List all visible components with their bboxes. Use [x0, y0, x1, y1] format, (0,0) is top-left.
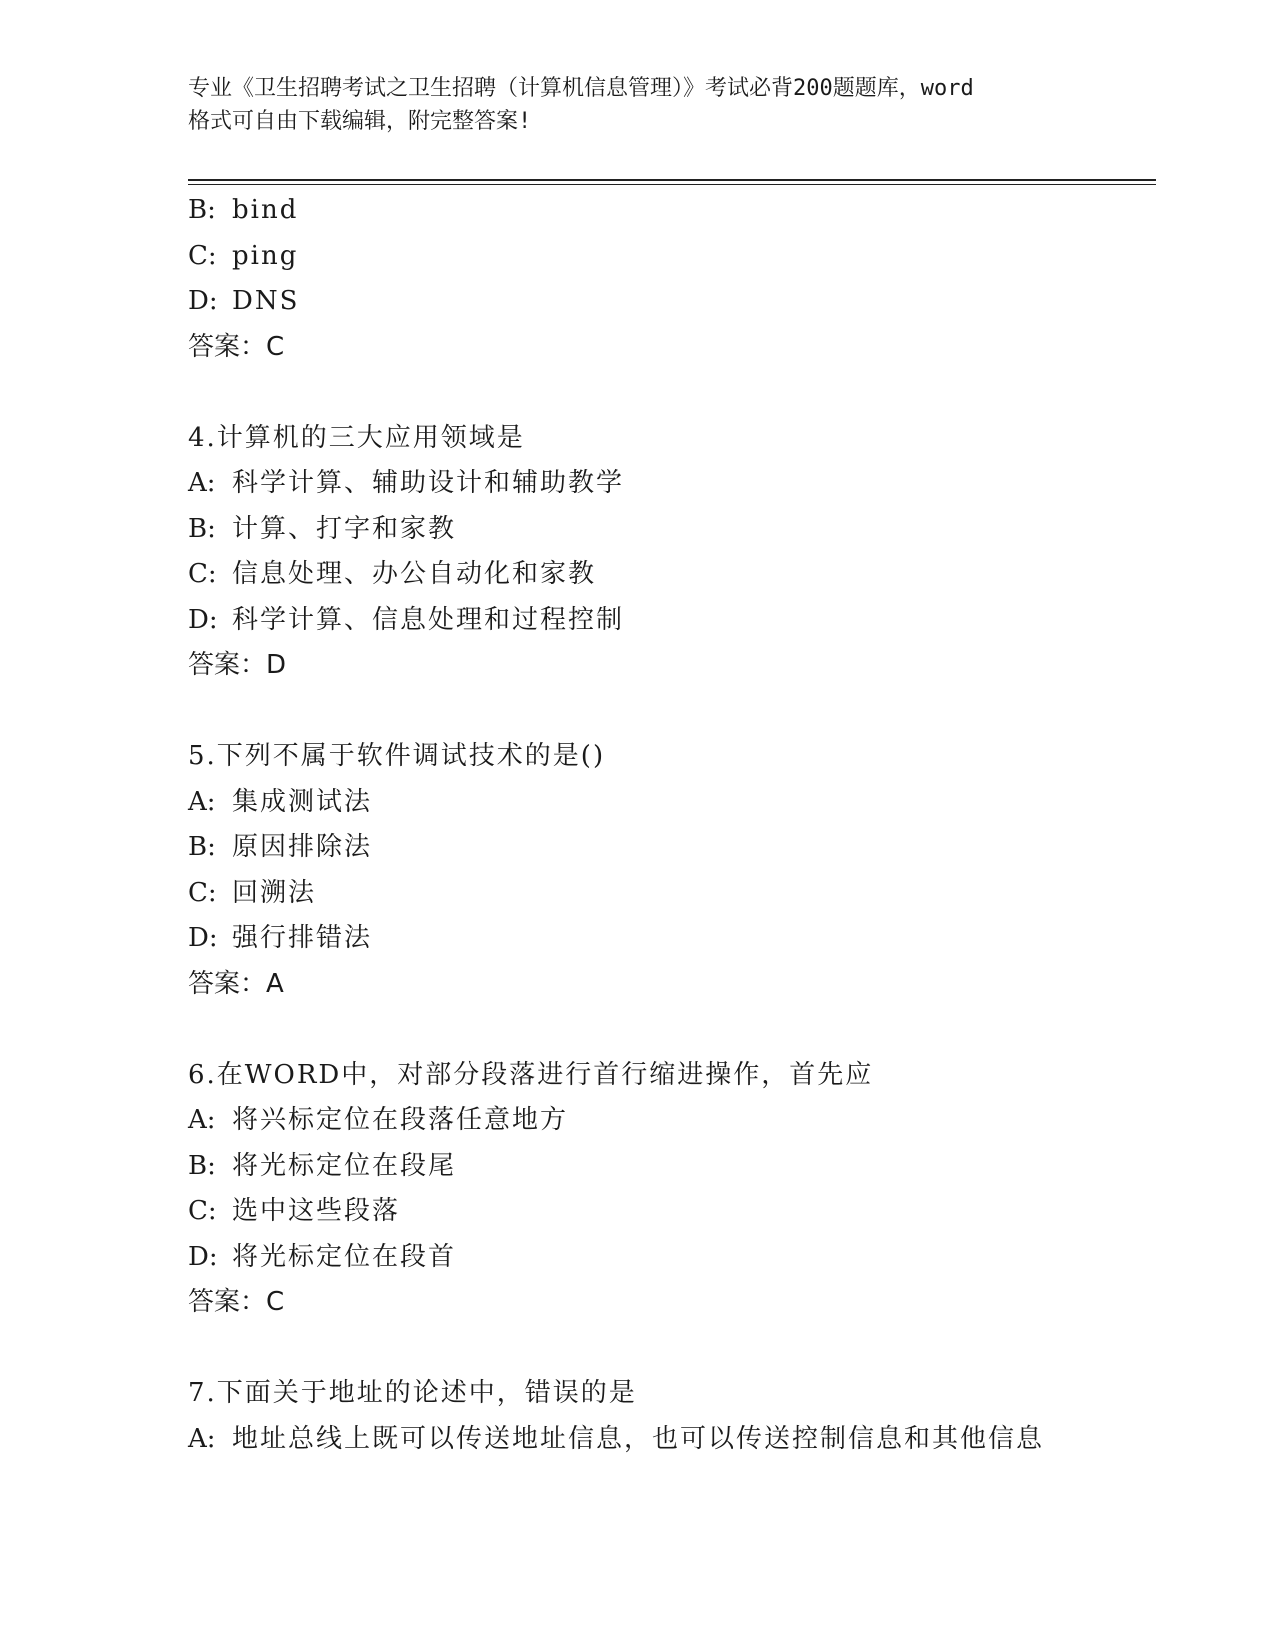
option-a: A: 集成测试法	[188, 786, 373, 817]
option-c: C: 回溯法	[188, 877, 317, 908]
option-c: C: ping	[188, 240, 299, 271]
question-title: 4.计算机的三大应用领域是	[188, 422, 525, 453]
question-5	[188, 734, 1156, 1007]
option-d: D: 科学计算、信息处理和过程控制	[188, 604, 625, 635]
option-b: B: 计算、打字和家教	[188, 513, 457, 544]
header-divider-thick	[188, 179, 1156, 181]
question-6	[188, 1053, 1156, 1326]
question-4	[188, 416, 1156, 689]
header-line-1: 专业《卫生招聘考试之卫生招聘（计算机信息管理）》考试必背200题题库，word	[188, 76, 974, 101]
answer-line: 答案：C	[188, 331, 285, 362]
question-title: 7.下面关于地址的论述中，错误的是	[188, 1378, 637, 1408]
question-title: 5.下列不属于软件调试技术的是()	[188, 741, 606, 771]
option-b: B: bind	[188, 195, 299, 225]
option-d: D: DNS	[188, 286, 300, 316]
header-line-2: 格式可自由下载编辑，附完整答案!	[188, 109, 532, 134]
question-title: 6.在WORD中，对部分段落进行首行缩进操作，首先应	[188, 1059, 874, 1090]
option-b: B: 将光标定位在段尾	[188, 1150, 457, 1181]
document-header	[188, 72, 1088, 138]
question-7	[188, 1371, 1156, 1462]
question-list	[188, 188, 1156, 1462]
option-d: D: 将光标定位在段首	[188, 1241, 457, 1272]
answer-line: 答案：A	[188, 968, 284, 999]
question-3-continued	[188, 188, 1156, 370]
option-a: A: 地址总线上既可以传送地址信息，也可以传送控制信息和其他信息	[188, 1423, 1045, 1454]
option-c: C: 信息处理、办公自动化和家教	[188, 559, 597, 589]
header-divider-thin	[188, 184, 1156, 185]
option-c: C: 选中这些段落	[188, 1196, 401, 1226]
option-d: D: 强行排错法	[188, 923, 373, 953]
option-a: A: 将兴标定位在段落任意地方	[188, 1105, 569, 1135]
option-b: B: 原因排除法	[188, 832, 373, 862]
option-a: A: 科学计算、辅助设计和辅助教学	[188, 468, 625, 498]
answer-line: 答案：D	[188, 650, 287, 680]
answer-line: 答案：C	[188, 1287, 285, 1317]
